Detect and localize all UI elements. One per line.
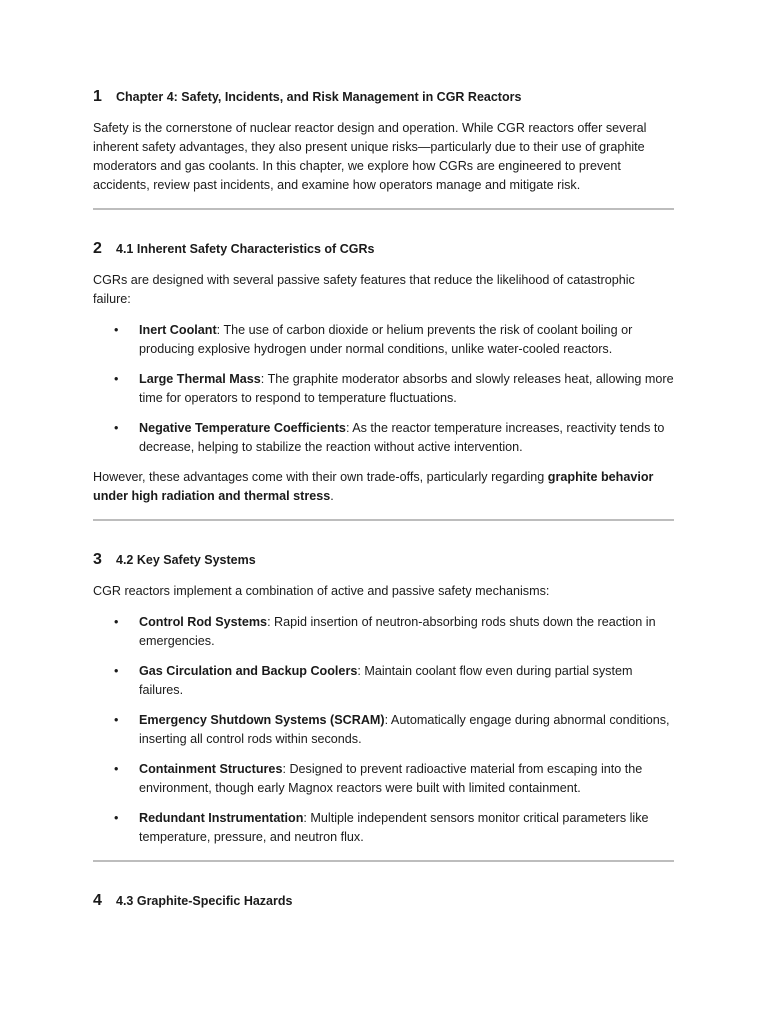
bullet-term: Redundant Instrumentation [139, 811, 304, 825]
paragraph [93, 468, 674, 506]
bullet-icon: • [114, 323, 119, 337]
section-title: 4.3 Graphite-Specific Hazards [116, 894, 293, 908]
bullet-term: Negative Temperature Coefficients [139, 421, 346, 435]
section-inherent-safety [93, 240, 674, 521]
paragraph: Safety is the cornerstone of nuclear reactor design and operation. While CGR reactors offer several inherent safety advantages, they also present unique risks—particularly due to their use of graphite moderators and gas coolants. In this chapter, we explore how CGRs are engineered to prevent accidents, review past incidents, and examine how operators manage and mitigate risk. [93, 121, 647, 192]
bullet-text: : Automatically engage during abnormal conditions, inserting all control rods within seconds. [139, 713, 670, 746]
bullet-item [93, 809, 674, 847]
section-title: 4.1 Inherent Safety Characteristics of CGRs [116, 242, 375, 256]
bullet-icon: • [114, 664, 119, 678]
bullet-icon: • [114, 421, 119, 435]
section-chapter-4 [93, 88, 674, 210]
section-number: 4 [93, 892, 102, 909]
bullet-text: : The graphite moderator absorbs and slowly releases heat, allowing more time for operators to respond to temperature fluctuations. [139, 372, 674, 405]
outro-text: However, these advantages come with their own trade-offs, particularly regarding [93, 470, 548, 484]
bullet-icon: • [114, 372, 119, 386]
section-title: 4.2 Key Safety Systems [116, 553, 256, 567]
section-divider [93, 208, 674, 210]
section-heading [93, 551, 674, 569]
bullet-item [93, 370, 674, 408]
section-graphite-hazards [93, 892, 674, 910]
bullet-text: : The use of carbon dioxide or helium prevents the risk of coolant boiling or producing explosive hydrogen under normal conditions, unlike water-cooled reactors. [139, 323, 633, 356]
bullet-text: : Maintain coolant flow even during partial system failures. [139, 664, 633, 697]
bullet-text: : As the reactor temperature increases, reactivity tends to decrease, helping to stabilize the reaction without active intervention. [139, 421, 665, 454]
section-heading [93, 88, 674, 106]
section-key-safety-systems [93, 551, 674, 862]
bullet-item [93, 613, 674, 651]
bullet-item [93, 419, 674, 457]
bullet-icon: • [114, 713, 119, 727]
bullet-term: Large Thermal Mass [139, 372, 261, 386]
outro-emphasis: graphite behavior under high radiation and thermal stress [93, 470, 654, 503]
section-divider [93, 519, 674, 521]
section-heading [93, 240, 674, 258]
paragraph: CGR reactors implement a combination of active and passive safety mechanisms: [93, 584, 550, 598]
bullet-text: : Multiple independent sensors monitor critical parameters like temperature, pressure, and neutron flux. [139, 811, 649, 844]
bullet-term: Inert Coolant [139, 323, 217, 337]
section-heading [93, 892, 674, 910]
bullet-item [93, 662, 674, 700]
section-title: Chapter 4: Safety, Incidents, and Risk Management in CGR Reactors [116, 90, 522, 104]
bullet-term: Control Rod Systems [139, 615, 268, 629]
bullet-term: Emergency Shutdown Systems (SCRAM) [139, 713, 385, 727]
section-number: 2 [93, 240, 102, 257]
outro-end: . [330, 489, 334, 503]
bullet-text: : Designed to prevent radioactive material from escaping into the environment, though early Magnox reactors were built with limited containment. [139, 762, 643, 795]
bullet-term: Gas Circulation and Backup Coolers [139, 664, 358, 678]
bullet-item [93, 711, 674, 749]
bullet-term: Containment Structures [139, 762, 283, 776]
bullet-item [93, 760, 674, 798]
bullet-list [93, 321, 674, 457]
bullet-item [93, 321, 674, 359]
bullet-icon: • [114, 615, 119, 629]
bullet-icon: • [114, 762, 119, 776]
bullet-icon: • [114, 811, 119, 825]
section-number: 1 [93, 88, 102, 105]
section-divider [93, 860, 674, 862]
bullet-list [93, 613, 674, 847]
bullet-text: : Rapid insertion of neutron-absorbing rods shuts down the reaction in emergencies. [139, 615, 656, 648]
section-number: 3 [93, 551, 102, 568]
paragraph: CGRs are designed with several passive safety features that reduce the likelihood of catastrophic failure: [93, 273, 635, 306]
